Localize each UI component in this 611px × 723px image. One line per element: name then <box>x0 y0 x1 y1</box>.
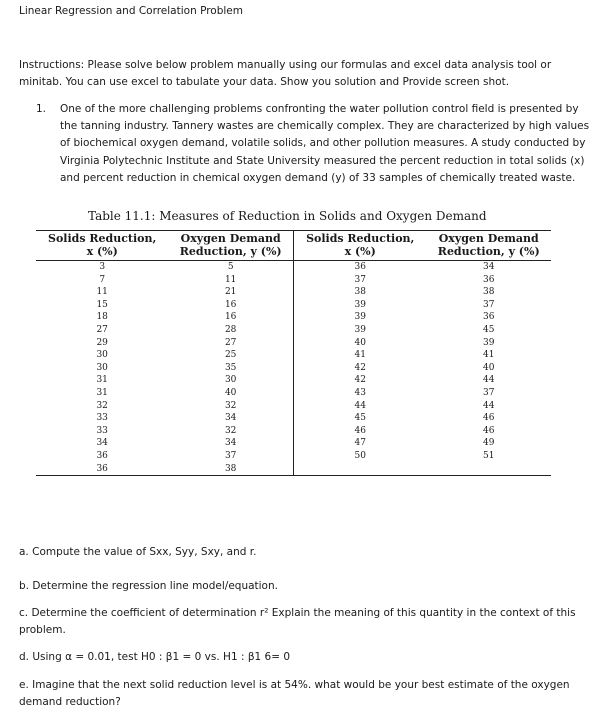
question-d: d. Using α = 0.01, test H0 : β1 = 0 vs. H1 : β1 6= 0 <box>19 651 291 663</box>
table-cell: 32 <box>224 425 237 436</box>
table-cell: 30 <box>96 350 108 361</box>
table-cell: 16 <box>224 312 237 323</box>
table-cell: 44 <box>293 400 426 413</box>
table-cell: 38 <box>293 286 426 299</box>
table-cell: 45 <box>293 412 426 425</box>
col-subheader-oxygen-2: Reduction, y (%) <box>426 246 551 261</box>
table-cell: 36 <box>483 274 495 285</box>
page-title: Linear Regression and Correlation Problem <box>19 5 243 17</box>
table-row <box>36 362 551 375</box>
col-header-solids-1: Solids Reduction, <box>48 232 157 245</box>
table-cell: 33 <box>96 425 108 436</box>
table-cell: 27 <box>224 337 237 348</box>
col-subheader-solids-1: x (%) <box>36 246 168 261</box>
table-cell: 21 <box>224 287 237 298</box>
table-cell: 36 <box>96 463 108 474</box>
problem-statement <box>36 101 591 187</box>
table-cell: 36 <box>293 261 426 274</box>
table-cell: 39 <box>293 299 426 312</box>
table-row <box>36 324 551 337</box>
table-cell: 39 <box>293 324 426 337</box>
problem-number: 1. <box>36 103 47 115</box>
table-cell: 30 <box>96 362 108 373</box>
table-cell: 3 <box>99 262 106 272</box>
table-cell <box>293 463 426 476</box>
table-cell: 5 <box>227 262 234 272</box>
table-cell: 36 <box>96 450 108 461</box>
table-cell: 41 <box>293 349 426 362</box>
col-header-oxygen-1: Oxygen Demand <box>180 232 281 245</box>
table-row <box>36 450 551 463</box>
table-body <box>36 261 551 476</box>
col-subheader-oxygen-1: Reduction, y (%) <box>168 246 293 261</box>
table-row <box>36 425 551 438</box>
data-table <box>36 230 551 476</box>
question-c: c. Determine the coefficient of determination r² Explain the meaning of this quantity in the context of this problem. <box>19 607 576 636</box>
table-cell: 32 <box>96 400 108 411</box>
table-row <box>36 463 551 476</box>
table-row <box>36 274 551 287</box>
table-cell: 34 <box>224 438 237 449</box>
col-header-oxygen-2: Oxygen Demand <box>438 232 539 245</box>
table-cell: 37 <box>483 299 495 310</box>
table-cell: 11 <box>96 287 108 298</box>
table-cell: 34 <box>224 413 237 424</box>
table-row <box>36 437 551 450</box>
problem-text: One of the more challenging problems confronting the water pollution control field is presented by the tanning industry. Tannery wastes are chemically complex. They are characterized by high values of biochemical oxygen demand, volatile solids, and other pollution measures. A study conducted by Virginia Polytechnic Institute and State University measured the percent reduction in total solids (x) and percent reduction in chemical oxygen demand (y) of 33 samples of chemically treated waste. <box>60 103 590 184</box>
table-cell: 40 <box>483 362 495 373</box>
table-cell: 15 <box>96 299 108 310</box>
table-cell: 31 <box>96 387 108 398</box>
table-row <box>36 412 551 425</box>
question-b: b. Determine the regression line model/equation. <box>19 580 278 592</box>
table-caption: Table 11.1: Measures of Reduction in Solids and Oxygen Demand <box>88 209 487 223</box>
table-cell: 42 <box>293 374 426 387</box>
table-cell: 40 <box>224 387 237 398</box>
table-row <box>36 311 551 324</box>
table-cell: 18 <box>96 312 108 323</box>
table-cell: 32 <box>224 400 237 411</box>
table-cell: 27 <box>96 324 108 335</box>
table-cell: 30 <box>224 375 237 386</box>
table-cell: 42 <box>293 362 426 375</box>
table-cell: 29 <box>96 337 108 348</box>
table-row <box>36 387 551 400</box>
table-cell: 46 <box>483 413 495 424</box>
table-cell: 35 <box>224 362 237 373</box>
question-a: a. Compute the value of Sxx, Syy, Sxy, and r. <box>19 546 257 558</box>
table-cell: 37 <box>483 387 495 398</box>
table-cell: 31 <box>96 375 108 386</box>
table-row <box>36 286 551 299</box>
table-header-row <box>36 231 551 247</box>
table-cell: 25 <box>224 350 237 361</box>
table-subheader-row <box>36 246 551 261</box>
table-cell: 39 <box>483 337 495 348</box>
col-header-solids-2: Solids Reduction, <box>293 231 426 247</box>
table-row <box>36 337 551 350</box>
table-cell: 37 <box>224 450 237 461</box>
table-cell: 43 <box>293 387 426 400</box>
table-cell: 36 <box>483 312 495 323</box>
table-cell: 50 <box>293 450 426 463</box>
table-cell: 45 <box>483 324 495 335</box>
table-cell: 40 <box>293 337 426 350</box>
table-cell <box>426 463 551 476</box>
table-cell: 38 <box>483 287 495 298</box>
table-row <box>36 400 551 413</box>
instructions: Instructions: Please solve below problem manually using our formulas and excel data analysis tool or minitab. You can use excel to tabulate your data. Show you solution and Provide screen shot. <box>19 59 552 88</box>
table-cell: 34 <box>483 262 495 272</box>
table-cell: 16 <box>224 299 237 310</box>
table-cell: 11 <box>224 274 237 285</box>
table-cell: 38 <box>224 463 237 474</box>
table-cell: 49 <box>483 438 495 449</box>
table-row <box>36 299 551 312</box>
table-cell: 46 <box>483 425 495 436</box>
table-cell: 41 <box>483 350 495 361</box>
table-row <box>36 349 551 362</box>
table-cell: 44 <box>483 400 495 411</box>
col-subheader-solids-2: x (%) <box>293 246 426 261</box>
table-cell: 7 <box>99 274 106 285</box>
table-cell: 33 <box>96 413 108 424</box>
table-cell: 34 <box>96 438 108 449</box>
table-row <box>36 374 551 387</box>
table-cell: 47 <box>293 437 426 450</box>
table-row <box>36 261 551 274</box>
table-cell: 51 <box>483 450 495 461</box>
table-cell: 44 <box>483 375 495 386</box>
table-cell: 46 <box>293 425 426 438</box>
table-cell: 37 <box>293 274 426 287</box>
table-cell: 28 <box>224 324 237 335</box>
table-cell: 39 <box>293 311 426 324</box>
question-e: e. Imagine that the next solid reduction level is at 54%. what would be your best estimate of the oxygen demand reduction? <box>19 679 570 708</box>
